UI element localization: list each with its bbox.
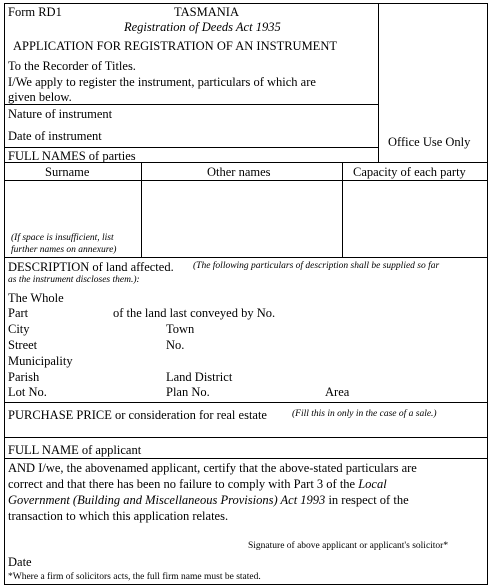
divider — [4, 147, 378, 148]
certify-line-1: AND I/we, the abovenamed applicant, certify that the above-stated particulars are — [8, 461, 417, 475]
street-label: Street — [8, 338, 38, 352]
whole-label: The Whole — [8, 291, 64, 305]
parties-note-2: further names on annexure) — [11, 245, 117, 255]
office-use-label: Office Use Only — [388, 135, 471, 149]
footnote: *Where a firm of solicitors acts, the full firm name must be stated. — [8, 572, 261, 582]
certify-line-3-text: in respect of the — [328, 493, 409, 507]
parish-label: Parish — [8, 370, 40, 384]
certify-line-3-italic: Government (Building and Miscellaneous Provisions) Act 1993 — [8, 493, 326, 507]
plan-no-label: Plan No. — [166, 385, 210, 399]
col-capacity: Capacity of each party — [353, 165, 466, 179]
certify-line-2 — [8, 478, 387, 491]
street-no-label: No. — [166, 338, 185, 352]
form-id: Form RD1 — [8, 5, 62, 19]
purchase-note: (Fill this in only in the case of a sale.) — [292, 409, 437, 419]
part-label: Part — [8, 306, 29, 320]
certify-line-2-italic: Local — [358, 477, 387, 491]
divider — [4, 180, 488, 181]
divider — [141, 162, 142, 257]
date-field[interactable] — [38, 553, 238, 569]
lot-no-label: Lot No. — [8, 385, 47, 399]
to-recorder: To the Recorder of Titles. — [8, 59, 136, 73]
city-field[interactable] — [40, 320, 160, 336]
certify-line-3 — [8, 494, 409, 507]
plan-no-field[interactable] — [220, 383, 320, 399]
conveyed-no-field[interactable] — [292, 304, 482, 320]
certify-line-4: transaction to which this application relates. — [8, 509, 229, 523]
conveyed-label: of the land last conveyed by No. — [113, 306, 276, 320]
col-other-names: Other names — [207, 165, 271, 179]
parties-heading: FULL NAMES of parties — [8, 149, 136, 163]
lot-no-field[interactable] — [55, 383, 160, 399]
town-field[interactable] — [200, 320, 480, 336]
parish-field[interactable] — [45, 368, 160, 384]
divider — [4, 257, 488, 258]
state-title: TASMANIA — [174, 5, 239, 19]
divider — [4, 458, 488, 459]
city-label: City — [8, 322, 30, 336]
certify-line-2-text: correct and that there has been no failure to comply with Part 3 of the — [8, 477, 356, 491]
land-note-2: as the instrument discloses them.): — [8, 275, 140, 285]
purchase-price-field[interactable] — [6, 424, 486, 436]
purchase-label: PURCHASE PRICE or consideration for real estate — [8, 408, 267, 422]
apply-text-2: given below. — [8, 90, 72, 104]
divider — [4, 437, 488, 438]
date-instrument-field[interactable] — [120, 127, 372, 145]
land-district-label: Land District — [166, 370, 233, 384]
divider — [4, 104, 378, 105]
nature-field[interactable] — [140, 106, 372, 124]
land-note-1: (The following particulars of description shall be supplied so far — [193, 261, 440, 271]
street-no-field[interactable] — [190, 336, 480, 352]
applicant-name-field[interactable] — [160, 440, 484, 458]
surname-field[interactable] — [6, 183, 139, 228]
nature-label: Nature of instrument — [8, 107, 113, 121]
land-heading: DESCRIPTION of land affected. — [8, 260, 174, 274]
divider — [4, 402, 488, 403]
office-use-divider — [378, 3, 379, 162]
land-district-field[interactable] — [242, 368, 480, 384]
area-field[interactable] — [355, 383, 480, 399]
other-names-field[interactable] — [143, 183, 340, 255]
apply-text-1: I/We apply to register the instrument, particulars of which are — [8, 75, 316, 89]
date-instrument-label: Date of instrument — [8, 129, 102, 143]
signature-label: Signature of above applicant or applicant's solicitor* — [248, 541, 449, 551]
street-field[interactable] — [50, 336, 160, 352]
applicant-label: FULL NAME of applicant — [8, 443, 142, 457]
area-label: Area — [325, 385, 350, 399]
town-label: Town — [166, 322, 195, 336]
divider — [4, 162, 488, 163]
capacity-field[interactable] — [344, 183, 486, 255]
date-label: Date — [8, 555, 32, 569]
act-title: Registration of Deeds Act 1935 — [124, 20, 281, 34]
col-surname: Surname — [45, 165, 90, 179]
page-title: APPLICATION FOR REGISTRATION OF AN INSTRUMENT — [13, 39, 337, 53]
parties-note-1: (If space is insufficient, list — [11, 233, 114, 243]
divider — [342, 162, 343, 257]
municipality-label: Municipality — [8, 354, 73, 368]
municipality-field[interactable] — [82, 352, 480, 368]
signature-field[interactable] — [240, 524, 485, 540]
